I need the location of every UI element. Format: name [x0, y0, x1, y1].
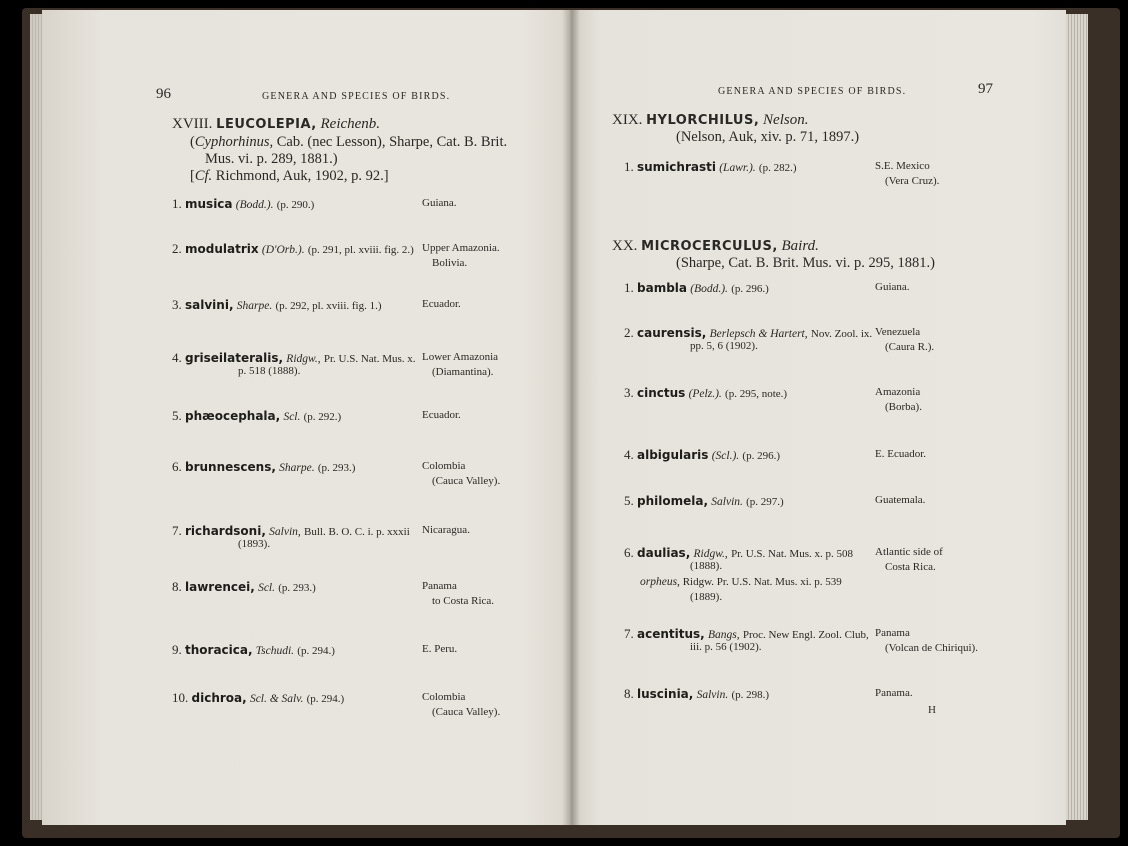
genus-name: LEUCOLEPIA, — [216, 117, 317, 132]
synonym-entry-cont: (1889). — [690, 591, 723, 603]
species-author: Scl. & Salv. — [249, 693, 304, 705]
species-reference: Proc. New Engl. Zool. Club, — [742, 629, 869, 641]
species-number: 2. — [172, 241, 182, 256]
species-reference: (p. 293.) — [278, 582, 316, 594]
species-locality: Colombia — [422, 460, 466, 472]
species-name: richardsoni, — [185, 524, 266, 538]
book-gutter — [562, 10, 580, 825]
synonym-entry: orpheus, Ridgw. Pr. U.S. Nat. Mus. xi. p. 539 — [640, 576, 842, 588]
species-name: sumichrasti — [637, 160, 716, 174]
running-head: GENERA AND SPECIES OF BIRDS. — [718, 86, 907, 97]
species-number: 5. — [624, 493, 634, 508]
species-reference: Pr. U.S. Nat. Mus. x. — [323, 353, 416, 365]
genus-heading — [172, 116, 380, 133]
species-locality: S.E. Mexico — [875, 160, 930, 172]
species-reference: (p. 292.) — [303, 411, 342, 423]
species-name: brunnescens, — [185, 460, 276, 474]
species-line — [172, 690, 344, 706]
species-reference: (p. 294.) — [297, 645, 335, 657]
species-number: 7. — [624, 626, 634, 641]
species-line — [624, 325, 872, 341]
running-head: GENERA AND SPECIES OF BIRDS. — [262, 91, 451, 102]
species-locality: Amazonia — [875, 386, 921, 398]
species-author: Berlepsch & Hartert, — [709, 328, 808, 340]
species-locality: E. Ecuador. — [875, 448, 927, 460]
species-number: 8. — [172, 579, 182, 594]
species-reference: (p. 292, pl. xviii. fig. 1.) — [275, 300, 382, 312]
species-locality-cont: Bolivia. — [432, 257, 468, 269]
species-locality: Nicaragua. — [422, 524, 470, 536]
species-locality-cont: (Vera Cruz). — [885, 175, 940, 187]
species-reference-cont: p. 518 (1888). — [238, 365, 301, 377]
page-number: 97 — [978, 81, 993, 97]
species-name: lawrencei, — [185, 580, 255, 594]
signature-mark: H — [928, 704, 936, 716]
species-locality: Guiana. — [422, 197, 457, 209]
species-name: dichroa, — [191, 691, 247, 705]
species-reference: Pr. U.S. Nat. Mus. x. p. 508 — [731, 548, 853, 560]
species-locality: Ecuador. — [422, 409, 461, 421]
species-reference: (p. 295, note.) — [725, 388, 788, 400]
species-line — [172, 297, 382, 313]
species-locality-cont: to Costa Rica. — [432, 595, 495, 607]
species-author: Bangs, — [707, 629, 740, 641]
species-number: 6. — [624, 545, 634, 560]
species-line — [624, 159, 796, 175]
species-author: Salvin. — [711, 496, 743, 508]
species-author: Sharpe. — [236, 300, 273, 312]
species-number: 4. — [624, 447, 634, 462]
genus-heading: XIX. HYLORCHILUS, Nelson. — [612, 112, 809, 128]
species-author: Sharpe. — [279, 462, 315, 474]
species-line — [172, 350, 416, 366]
species-name: philomela, — [637, 494, 709, 508]
species-name: daulias, — [637, 546, 691, 560]
genus-reference: (Sharpe, Cat. B. Brit. Mus. vi. p. 295, 1881.) — [676, 255, 935, 271]
species-locality: Panama. — [875, 687, 913, 699]
species-number: 1. — [624, 159, 634, 174]
species-name: bambla — [637, 281, 687, 295]
species-reference: (p. 296.) — [731, 283, 769, 295]
species-reference: Bull. B. O. C. i. p. xxxii — [304, 526, 410, 538]
species-locality: Panama — [422, 580, 457, 592]
species-line — [624, 686, 769, 702]
genus-reference: (Nelson, Auk, xiv. p. 71, 1897.) — [676, 129, 860, 145]
species-author: (Bodd.). — [235, 199, 274, 211]
species-name: phæocephala, — [185, 409, 281, 423]
genus-reference: Mus. vi. p. 289, 1881.) — [205, 151, 338, 167]
species-author: Salvin, — [269, 526, 301, 538]
species-reference: (p. 297.) — [746, 496, 784, 508]
species-author: (Pelz.). — [688, 388, 722, 400]
species-reference-cont: (1893). — [238, 538, 271, 550]
species-line — [624, 626, 869, 642]
species-reference: (p. 298.) — [731, 689, 770, 701]
species-name: griseilateralis, — [185, 351, 284, 365]
species-line — [624, 447, 780, 463]
species-author: Ridgw., — [286, 353, 321, 365]
species-line — [172, 241, 414, 257]
species-number: 1. — [624, 280, 634, 295]
species-line — [624, 385, 787, 401]
species-number: 7. — [172, 523, 182, 538]
species-line — [624, 493, 784, 509]
species-line — [172, 579, 316, 595]
species-locality: Ecuador. — [422, 298, 461, 310]
species-author: Ridgw., — [693, 548, 728, 560]
species-locality-cont: Costa Rica. — [885, 561, 936, 573]
genus-numeral: XVIII. — [172, 116, 213, 132]
species-number: 10. — [172, 690, 189, 705]
species-number: 3. — [172, 297, 182, 312]
species-locality: Panama — [875, 627, 910, 639]
species-name: musica — [185, 197, 233, 211]
species-reference-cont: iii. p. 56 (1902). — [690, 641, 762, 653]
species-line — [172, 523, 410, 539]
species-number: 3. — [624, 385, 634, 400]
species-reference: (p. 291, pl. xviii. fig. 2.) — [307, 244, 414, 256]
species-line — [172, 642, 335, 658]
species-line — [172, 459, 355, 475]
genus-reference: [Cf. Richmond, Auk, 1902, p. 92.] — [190, 168, 389, 184]
species-locality-cont: (Volcan de Chiriqui). — [885, 642, 978, 654]
species-reference-cont: pp. 5, 6 (1902). — [690, 340, 758, 352]
species-name: modulatrix — [185, 242, 259, 256]
species-number: 4. — [172, 350, 182, 365]
species-name: albigularis — [637, 448, 709, 462]
species-name: salvini, — [185, 298, 234, 312]
species-locality-cont: (Cauca Valley). — [432, 706, 501, 718]
species-locality-cont: (Borba). — [885, 401, 922, 413]
species-line — [172, 408, 341, 424]
species-name: luscinia, — [637, 687, 694, 701]
species-author: (Scl.). — [711, 450, 740, 462]
species-author: Tschudi. — [255, 645, 295, 657]
species-locality: Atlantic side of — [875, 546, 943, 558]
species-locality: Lower Amazonia — [422, 351, 499, 363]
genus-reference: (Cyphorhinus, Cab. (nec Lesson), Sharpe, Cat. B. Brit. — [190, 134, 508, 150]
species-reference-cont: (1888). — [690, 560, 723, 572]
species-reference: (p. 293.) — [317, 462, 356, 474]
species-line — [624, 545, 853, 561]
species-reference: (p. 282.) — [758, 162, 797, 174]
page-number: 96 — [156, 86, 171, 102]
species-author: Salvin. — [696, 689, 729, 701]
species-name: acentitus, — [637, 627, 705, 641]
species-locality: E. Peru. — [422, 643, 458, 655]
species-author: (Lawr.). — [719, 162, 756, 174]
species-line — [172, 196, 314, 212]
species-author: Scl. — [258, 582, 276, 594]
species-number: 9. — [172, 642, 182, 657]
genus-heading: XX. MICROCERCULUS, Baird. — [612, 238, 819, 254]
species-author: (D'Orb.). — [261, 244, 305, 256]
species-number: 5. — [172, 408, 182, 423]
species-name: caurensis, — [637, 326, 707, 340]
species-locality-cont: (Cauca Valley). — [432, 475, 501, 487]
species-locality: Upper Amazonia. — [422, 242, 500, 254]
species-author: (Bodd.). — [690, 283, 728, 295]
species-locality: Guiana. — [875, 281, 910, 293]
species-reference: (p. 294.) — [306, 693, 345, 705]
species-number: 2. — [624, 325, 634, 340]
genus-author: Reichenb. — [320, 116, 381, 132]
species-reference: Nov. Zool. ix. — [810, 328, 873, 340]
right-page-edges — [1066, 14, 1088, 820]
species-number: 1. — [172, 196, 182, 211]
species-number: 8. — [624, 686, 634, 701]
species-number: 6. — [172, 459, 182, 474]
species-author: Scl. — [283, 411, 301, 423]
species-locality: Colombia — [422, 691, 466, 703]
species-locality: Guatemala. — [875, 494, 926, 506]
species-locality-cont: (Caura R.). — [885, 341, 935, 353]
species-line — [624, 280, 769, 296]
species-reference: (p. 290.) — [276, 199, 315, 211]
species-name: cinctus — [637, 386, 686, 400]
species-locality-cont: (Diamantina). — [432, 366, 494, 378]
species-reference: (p. 296.) — [742, 450, 780, 462]
species-locality: Venezuela — [875, 326, 921, 338]
species-name: thoracica, — [185, 643, 253, 657]
